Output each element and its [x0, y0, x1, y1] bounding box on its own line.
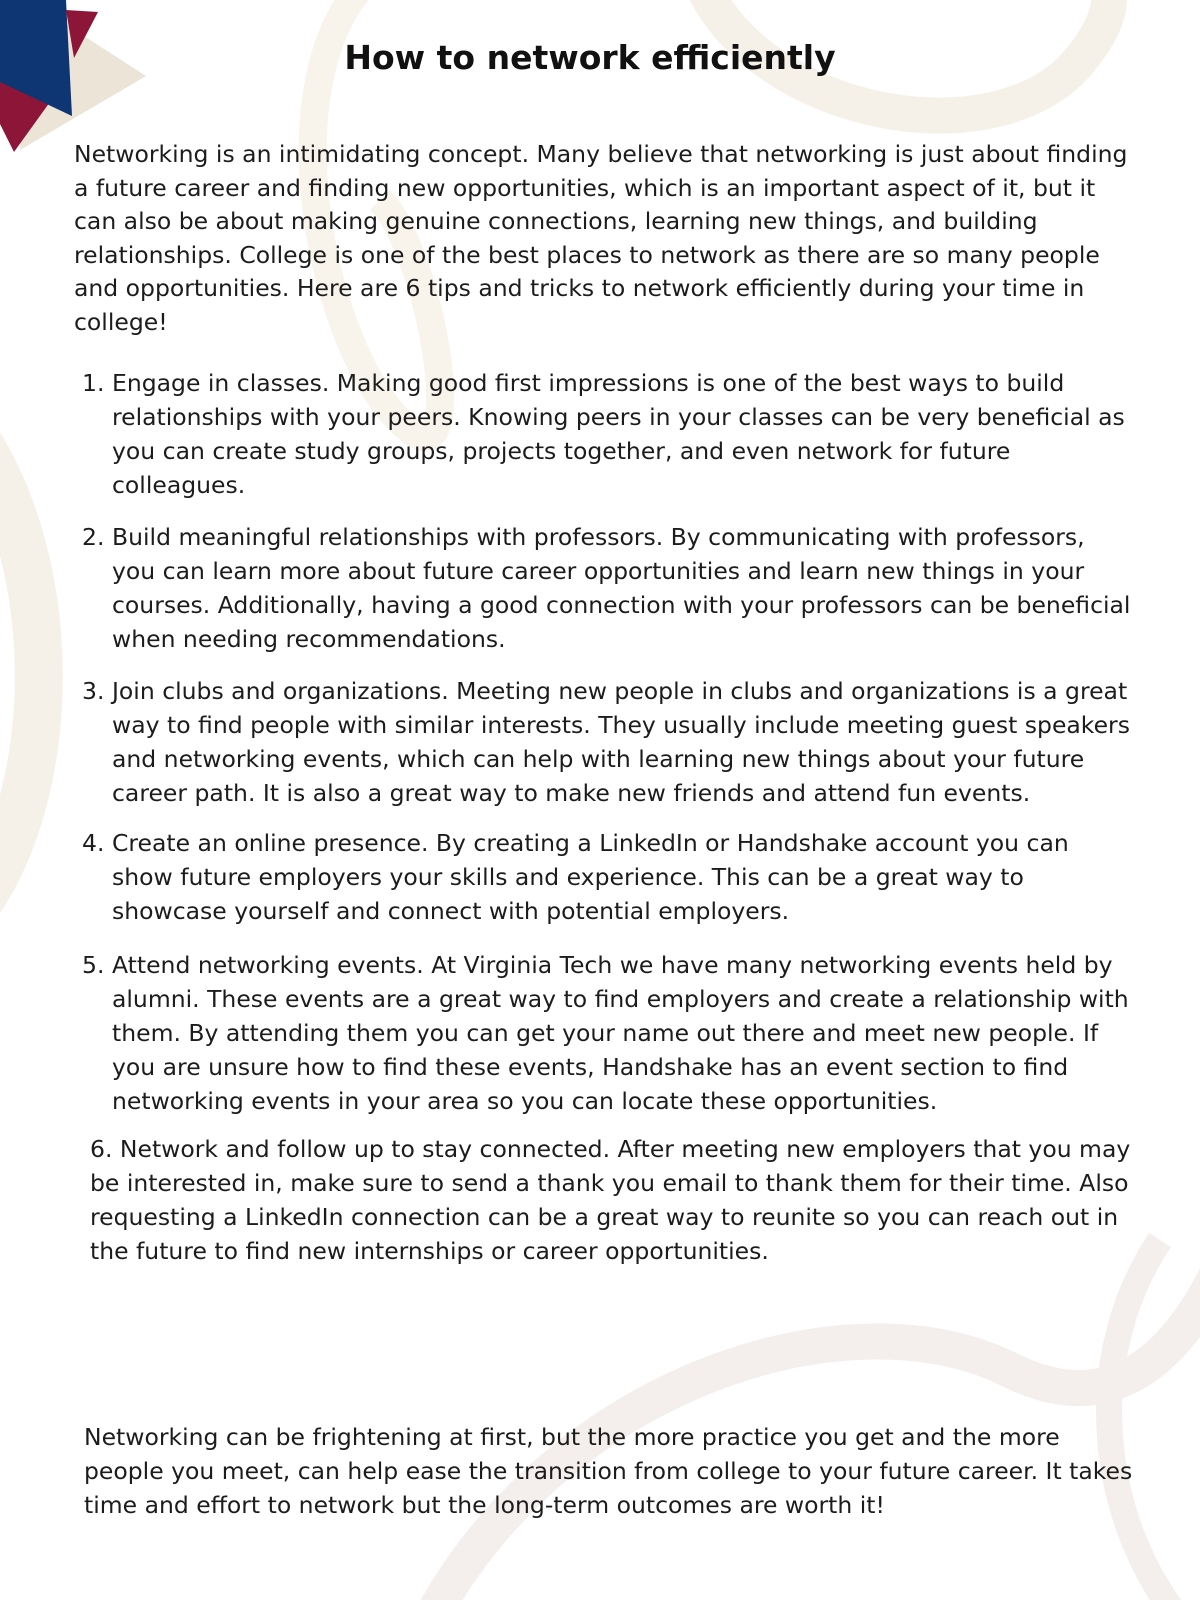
intro-paragraph: Networking is an intimidating concept. Many believe that networking is just about finding a future career and finding new opportunities, which is an important aspect of it, but it can also be about making genuine connections, learning new things, and building relationships. College is one of the best places to network as there are so many people and opportunities. Here are 6 tips and tricks to network efficiently during your time in college!: [74, 140, 1128, 336]
tip-item-1: [82, 366, 1132, 502]
tip-text: Engage in classes. Making good first impressions is one of the best ways to build relationships with your peers. Knowing peers in your classes can be very beneficial as you can create study groups, projects together, and even network for future colleagues.: [112, 369, 1125, 499]
tip-number: 2.: [82, 523, 105, 551]
tip-number: 1.: [82, 369, 105, 397]
tip-number: 4.: [82, 829, 105, 857]
tip-number: 6.: [90, 1135, 120, 1163]
tip-item-6: [90, 1132, 1132, 1268]
tip-item-3: [82, 674, 1132, 810]
tip-text: Attend networking events. At Virginia Tech we have many networking events held by alumni. These events are a great way to find employers and create a relationship with them. By attending them you can get your name out there and meet new people. If you are unsure how to find these events, Handshake has an event section to find networking events in your area so you can locate these opportunities.: [112, 951, 1129, 1115]
tip-item-5: [82, 948, 1132, 1118]
closing-paragraph: Networking can be frightening at first, but the more practice you get and the more people you meet, can help ease the transition from college to your future career. It takes time and effort to network but the long-term outcomes are worth it!: [84, 1423, 1133, 1519]
tip-text: Join clubs and organizations. Meeting new people in clubs and organizations is a great way to find people with similar interests. They usually include meeting guest speakers and networking events, which can help with learning new things about your future career path. It is also a great way to make new friends and attend fun events.: [112, 677, 1130, 807]
tip-text: Create an online presence. By creating a LinkedIn or Handshake account you can show future employers your skills and experience. This can be a great way to showcase yourself and connect with potential employers.: [112, 829, 1069, 925]
tips-list: [82, 366, 1132, 1268]
tip-number: 5.: [82, 951, 105, 979]
tip-item-2: [82, 520, 1132, 656]
page-title: How to network efficiently: [344, 38, 836, 77]
tip-item-4: [82, 826, 1132, 928]
tip-text: Network and follow up to stay connected. After meeting new employers that you may be interested in, make sure to send a thank you email to thank them for their time. Also requesting a LinkedIn connection can be a great way to reunite so you can reach out in the future to find new internships or career opportunities.: [90, 1135, 1131, 1265]
tip-number: 3.: [82, 677, 105, 705]
tip-text: Build meaningful relationships with professors. By communicating with professors, you can learn more about future career opportunities and learn new things in your courses. Additionally, having a good connection with your professors can be beneficial when needing recommendations.: [112, 523, 1131, 653]
